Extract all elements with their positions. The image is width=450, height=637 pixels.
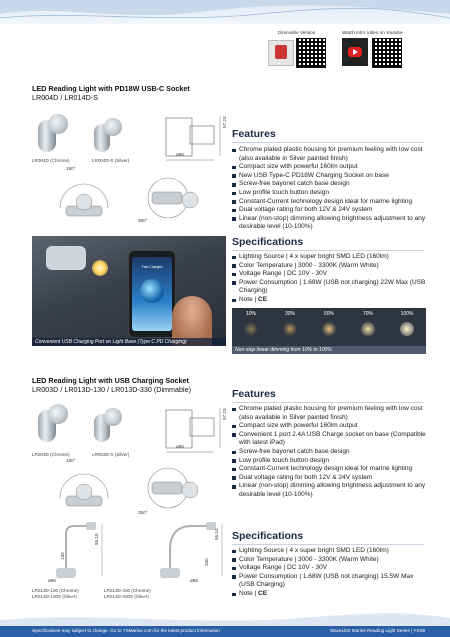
section1-specs-heading: Specifications — [232, 236, 304, 248]
divider — [232, 250, 424, 251]
section2-angle-350: 350° — [138, 510, 148, 515]
section2-specs-heading: Specifications — [232, 530, 304, 542]
feature-item: New USB Type-C PD18W Charging Socket on base — [232, 172, 426, 181]
spec-item: Voltage Range | DC 10V - 30V — [232, 270, 426, 279]
dimming-strip — [232, 308, 426, 346]
dim-level-30: 30% — [284, 311, 295, 317]
feature-item: Linear (non-stop) dimming allowing brightness adjustment to any desirable level (10-100%) — [232, 215, 426, 232]
spec-item: Color Temperature | 3000 - 3300K (Warm White) — [232, 556, 426, 565]
spec-item: Power Consumption | 1.68W (USB not charging) 22W Max (USB Charging) — [232, 279, 426, 296]
dim-level-10: 10% — [245, 311, 256, 317]
section2-silver-label: LR003D-S (Silver) — [92, 452, 130, 457]
flex1-height-dim: 55.10 — [94, 533, 99, 545]
section2-rotation-diagram — [40, 462, 230, 520]
spec-item: Lighting Source | 4 x super bright SMD LED (160lm) — [232, 547, 426, 556]
section1-dimension-drawing — [150, 106, 230, 166]
lamp-silver-image — [92, 116, 126, 156]
spec-item: Note | CE — [232, 590, 426, 599]
footer-wave — [0, 610, 450, 626]
section1-dia-dim: ø66 — [176, 152, 184, 157]
section1-chrome-label: LR004D (Chrome) — [32, 158, 70, 163]
wave-decoration — [0, 0, 450, 24]
footer-series-label: WaveLED Marine Reading Light Series | YS — [330, 628, 420, 633]
feature-item: Chrome plated plastic housing for premium feeling with low cost (also available in Silver painted finish) — [232, 405, 426, 422]
flex1-dia-dim: ø66 — [48, 578, 56, 583]
feature-item: Low profile touch button design — [232, 189, 426, 198]
section2-features-heading: Features — [232, 388, 276, 400]
section1-features-list — [232, 146, 426, 232]
lamp-glow — [92, 260, 108, 276]
feature-item: Constant-Current technology design ideal for marine lighting — [232, 198, 426, 207]
flex2-height-dim: 55.10 — [214, 528, 219, 540]
top-banner — [0, 0, 450, 24]
flex1-length-dim: 130 — [60, 552, 65, 560]
section2-chrome-label: LR003D (Chrome) — [32, 452, 70, 457]
lamp-chrome-image — [34, 402, 68, 446]
video-label: Watch Intro Video on Youtube — [342, 30, 403, 35]
footer-page-number: 89 — [420, 628, 426, 633]
section2-dia-dim: ø66 — [176, 444, 184, 449]
flex2-chrome-label: LR013D-330 (Chrome) — [104, 588, 151, 593]
divider — [232, 142, 424, 143]
section2-features-list — [232, 405, 426, 500]
flex2-silver-label: LR013D-330S (Silver) — [104, 594, 149, 599]
section2-height-dim: 57.23 — [222, 408, 227, 420]
product-thumbnail — [268, 40, 294, 66]
lamp-chrome-image — [34, 112, 68, 156]
spec-item: Power Consumption | 1.68W (USB not charging) 15.5W Max (USB Charging) — [232, 573, 426, 590]
feature-item: Compact size with powerful 160lm output — [232, 422, 426, 431]
video-qr-code[interactable] — [372, 38, 402, 68]
dim-level-70: 70% — [362, 311, 373, 317]
youtube-play-icon — [342, 38, 368, 66]
spec-item: Lighting Source | 4 x super bright SMD LED (160lm) — [232, 253, 426, 262]
divider — [232, 402, 424, 403]
section1-specs-list — [232, 253, 426, 305]
divider — [232, 544, 424, 545]
flex2-length-dim: 330 — [204, 558, 209, 566]
video-thumbnail[interactable] — [342, 38, 368, 66]
feature-item: Dual voltage rating for both 12V & 24V system — [232, 206, 426, 215]
feature-item: Convenient 1 port 2.4A USB Charge socket on base (Compatible with latest iPad) — [232, 431, 426, 448]
section2-title: LED Reading Light with USB Charging Socket — [32, 376, 189, 385]
section2-codes: LR003D / LR013D-130 / LR013D-330 (Dimmable) — [32, 385, 191, 394]
footer-disclaimer: Specifications may subject to change. Go to YSMarine.com for the latest product information — [32, 628, 220, 633]
spec-item: Note | CE — [232, 296, 426, 305]
phone-image — [128, 250, 176, 338]
flex2-dia-dim: ø66 — [190, 578, 198, 583]
feature-item: Compact size with powerful 160lm output — [232, 163, 426, 172]
lamp-silver-image — [92, 406, 126, 446]
section2-angle-180: 180° — [66, 458, 76, 463]
feature-item: Constant-Current technology design ideal for marine lighting — [232, 465, 426, 474]
feature-item: Dual voltage rating for both 12V & 24V system — [232, 474, 426, 483]
section1-angle-180: 180° — [66, 166, 76, 171]
flex1-chrome-label: LR013D-130 (Chrome) — [32, 588, 79, 593]
flex1-silver-label: LR013D-130S (Silver) — [32, 594, 77, 599]
spec-item: Voltage Range | DC 10V - 30V — [232, 564, 426, 573]
feature-item: Linear (non-stop) dimming allowing brightness adjustment to any desirable level (10-100%) — [232, 482, 426, 499]
feature-item: Screw-free bayonet catch base design — [232, 448, 426, 457]
feature-item: Low profile touch button design — [232, 457, 426, 466]
usb-charging-photo — [32, 236, 226, 346]
section1-features-heading: Features — [232, 128, 276, 140]
dim-level-50: 50% — [323, 311, 334, 317]
feature-item: Chrome plated plastic housing for premium feeling with low cost (also available in Silver painted finish) — [232, 146, 426, 163]
dimmable-version-label: Dimmable Version — [278, 30, 316, 35]
section1-silver-label: LR004D-S (Silver) — [92, 158, 130, 163]
dim-level-100: 100% — [400, 311, 414, 317]
section1-rotation-diagram — [40, 172, 230, 232]
section1-angle-350: 350° — [138, 218, 148, 223]
spec-item: Color Temperature | 3000 - 3300K (Warm White) — [232, 262, 426, 271]
dimmable-qr-code[interactable] — [296, 38, 326, 68]
feature-item: Screw-free bayonet catch base design — [232, 180, 426, 189]
section2-specs-list — [232, 547, 426, 599]
lamp-arm-image — [46, 246, 86, 270]
section2-dimension-drawing — [150, 398, 230, 458]
section1-title: LED Reading Light with PD18W USB-C Socket — [32, 84, 190, 93]
section1-height-dim: 57.23 — [222, 116, 227, 128]
section1-codes: LR004D / LR014D-S — [32, 93, 98, 102]
phone-screen-label: Fast Charged — [141, 265, 163, 269]
dim-caption: Non-stop linear dimming from 10% to 100% — [232, 346, 426, 354]
photo-caption: Convenient USB Charging Port on Light Base (Type C PD Charging) — [32, 338, 226, 346]
